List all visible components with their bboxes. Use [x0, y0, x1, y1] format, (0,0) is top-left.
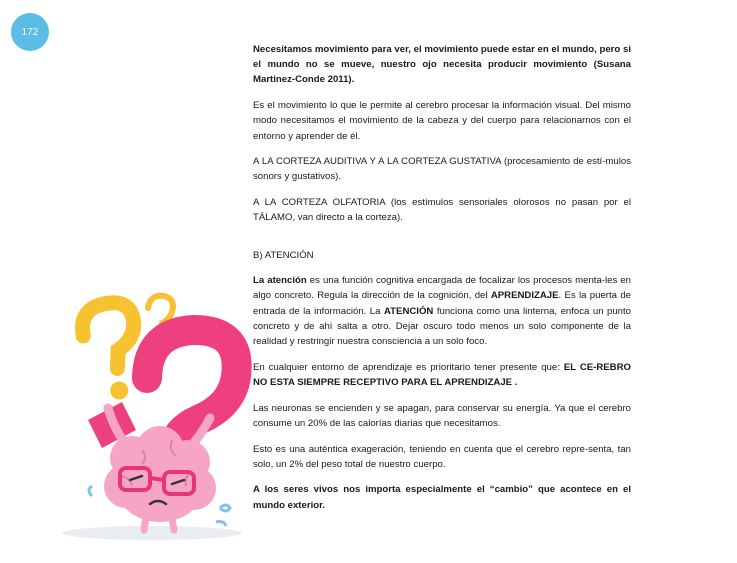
article-body: [253, 42, 631, 523]
learning-term: APRENDIZAJE: [490, 290, 559, 302]
shadow: [62, 526, 242, 540]
attention-text-2: . Es la puerta de entrada de la información. La: [253, 290, 631, 317]
exaggeration-paragraph: Esto es una auténtica exageración, teniendo en cuenta que el cerebro repre-senta, tan solo, un 2% del peso total de nuestro cuerpo.: [253, 443, 631, 470]
page-number: 172: [21, 26, 39, 38]
sweat-drops-icon: [216, 505, 230, 526]
auditory-cortex-paragraph: A LA CORTEZA AUDITIVA Y A LA CORTEZA GUSTATIVA (procesamiento de estí-mulos sonors y gustativos).: [253, 156, 631, 183]
closing-paragraph: [253, 482, 631, 512]
quote-text: Necesitamos movimiento para ver, el movimiento puede estar en el mundo, pero si el mundo no se mueve, nuestro ojo necesita producir movimiento (Susana Martinez-Conde 2011).: [253, 44, 631, 86]
environment-paragraph: [253, 360, 631, 390]
movement-paragraph: Es el movimiento lo que le permite al cerebro procesar la información visual. Del mismo modo necesitamos el movimiento de la cabeza y del cuerpo para relacionarnos con el entorno y aprender de él.: [253, 100, 631, 142]
attention-term-2: ATENCIÓN: [383, 305, 434, 317]
page-number-badge: [11, 13, 49, 51]
quote-paragraph: [253, 42, 631, 88]
olfactory-cortex-paragraph: A LA CORTEZA OLFATORIA (los estímulos sensoriales olorosos no pasan por el TÁLAMO, van directo a la corteza).: [253, 197, 631, 224]
environment-bold: EL CE-REBRO NO ESTA SIEMPRE RECEPTIVO PARA EL APRENDIZAJE .: [253, 361, 631, 388]
environment-text: En cualquier entorno de aprendizaje es prioritario tener presente que:: [253, 361, 564, 373]
attention-term: La atención: [253, 275, 307, 287]
motion-lines-icon: [89, 486, 92, 496]
closing-text: A los seres vivos nos importa especialmente el “cambio” que acontece en el mundo exterior.: [253, 484, 631, 511]
attention-text-1: es una función cognitiva encargada de focalizar los procesos menta-les en algo concreto. Regula la dirección de la cognición, del: [253, 275, 631, 302]
neurons-paragraph: Las neuronas se encienden y se apagan, para conservar su energía. Ya que el cerebro consume un 20% de las calorías diarias que necesitamos.: [253, 402, 631, 429]
attention-paragraph: [253, 273, 631, 349]
confused-brain-illustration: [52, 290, 252, 550]
section-heading: B) ATENCIÓN: [253, 249, 314, 261]
attention-text-3: funciona como una linterna, enfoca un punto concreto y de ahí salta a otro. Dejar oscuro todo menos un solo componente de la realidad y restringir nuestra consciencia a un solo foco.: [253, 305, 632, 348]
